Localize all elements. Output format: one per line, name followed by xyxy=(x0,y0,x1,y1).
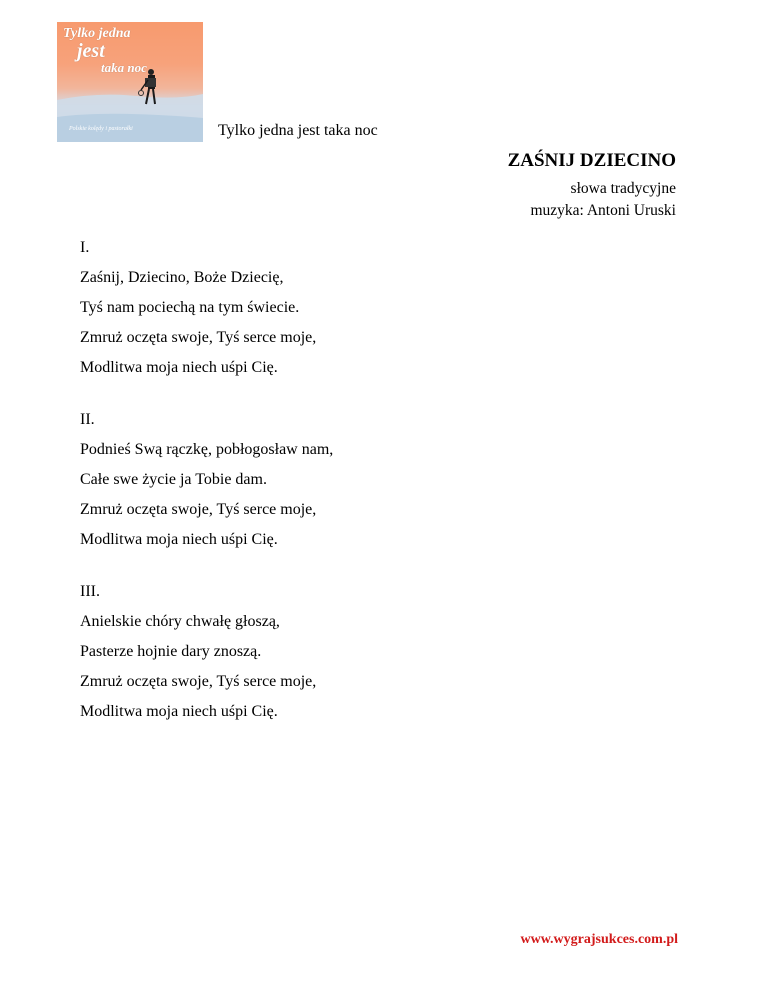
album-title: Tylko jedna jest taka noc xyxy=(218,122,378,139)
verse-number: III. xyxy=(80,583,100,600)
song-title: ZAŚNIJ DZIECINO xyxy=(507,150,676,171)
verse-line: Modlitwa moja niech uśpi Cię. xyxy=(80,531,278,548)
verse-line: Zaśnij, Dziecino, Boże Dziecię, xyxy=(80,269,284,286)
verse-line: Anielskie chóry chwałę głoszą, xyxy=(80,613,280,630)
verse-line: Pasterze hojnie dary znoszą. xyxy=(80,643,262,660)
cover-title-line3: taka noc xyxy=(101,60,147,75)
verse-line: Modlitwa moja niech uśpi Cię. xyxy=(80,359,278,376)
verse-line: Modlitwa moja niech uśpi Cię. xyxy=(80,703,278,720)
verse-line: Całe swe życie ja Tobie dam. xyxy=(80,471,267,488)
lyrics-credit: słowa tradycyjne xyxy=(570,180,676,197)
verse-2 xyxy=(80,410,680,560)
verse-line: Tyś nam pociechą na tym świecie. xyxy=(80,299,300,316)
verse-line: Zmruż oczęta swoje, Tyś serce moje, xyxy=(80,673,317,690)
cover-subtitle: Polskie kolędy i pastorałki xyxy=(69,126,133,132)
album-cover-image xyxy=(57,22,203,142)
cover-title-line1: Tylko jedna xyxy=(63,26,131,41)
verse-line: Zmruż oczęta swoje, Tyś serce moje, xyxy=(80,501,317,518)
verse-1 xyxy=(80,238,680,388)
verse-line: Zmruż oczęta swoje, Tyś serce moje, xyxy=(80,329,317,346)
cover-title-line2: jest xyxy=(77,40,105,62)
verse-number: I. xyxy=(80,239,90,256)
verse-line: Podnieś Swą rączkę, pobłogosław nam, xyxy=(80,441,334,458)
verse-3 xyxy=(80,582,680,732)
website-link[interactable]: www.wygrajsukces.com.pl xyxy=(520,932,678,947)
verse-number: II. xyxy=(80,411,95,428)
lyrics xyxy=(80,238,680,754)
music-credit: muzyka: Antoni Uruski xyxy=(530,202,676,219)
